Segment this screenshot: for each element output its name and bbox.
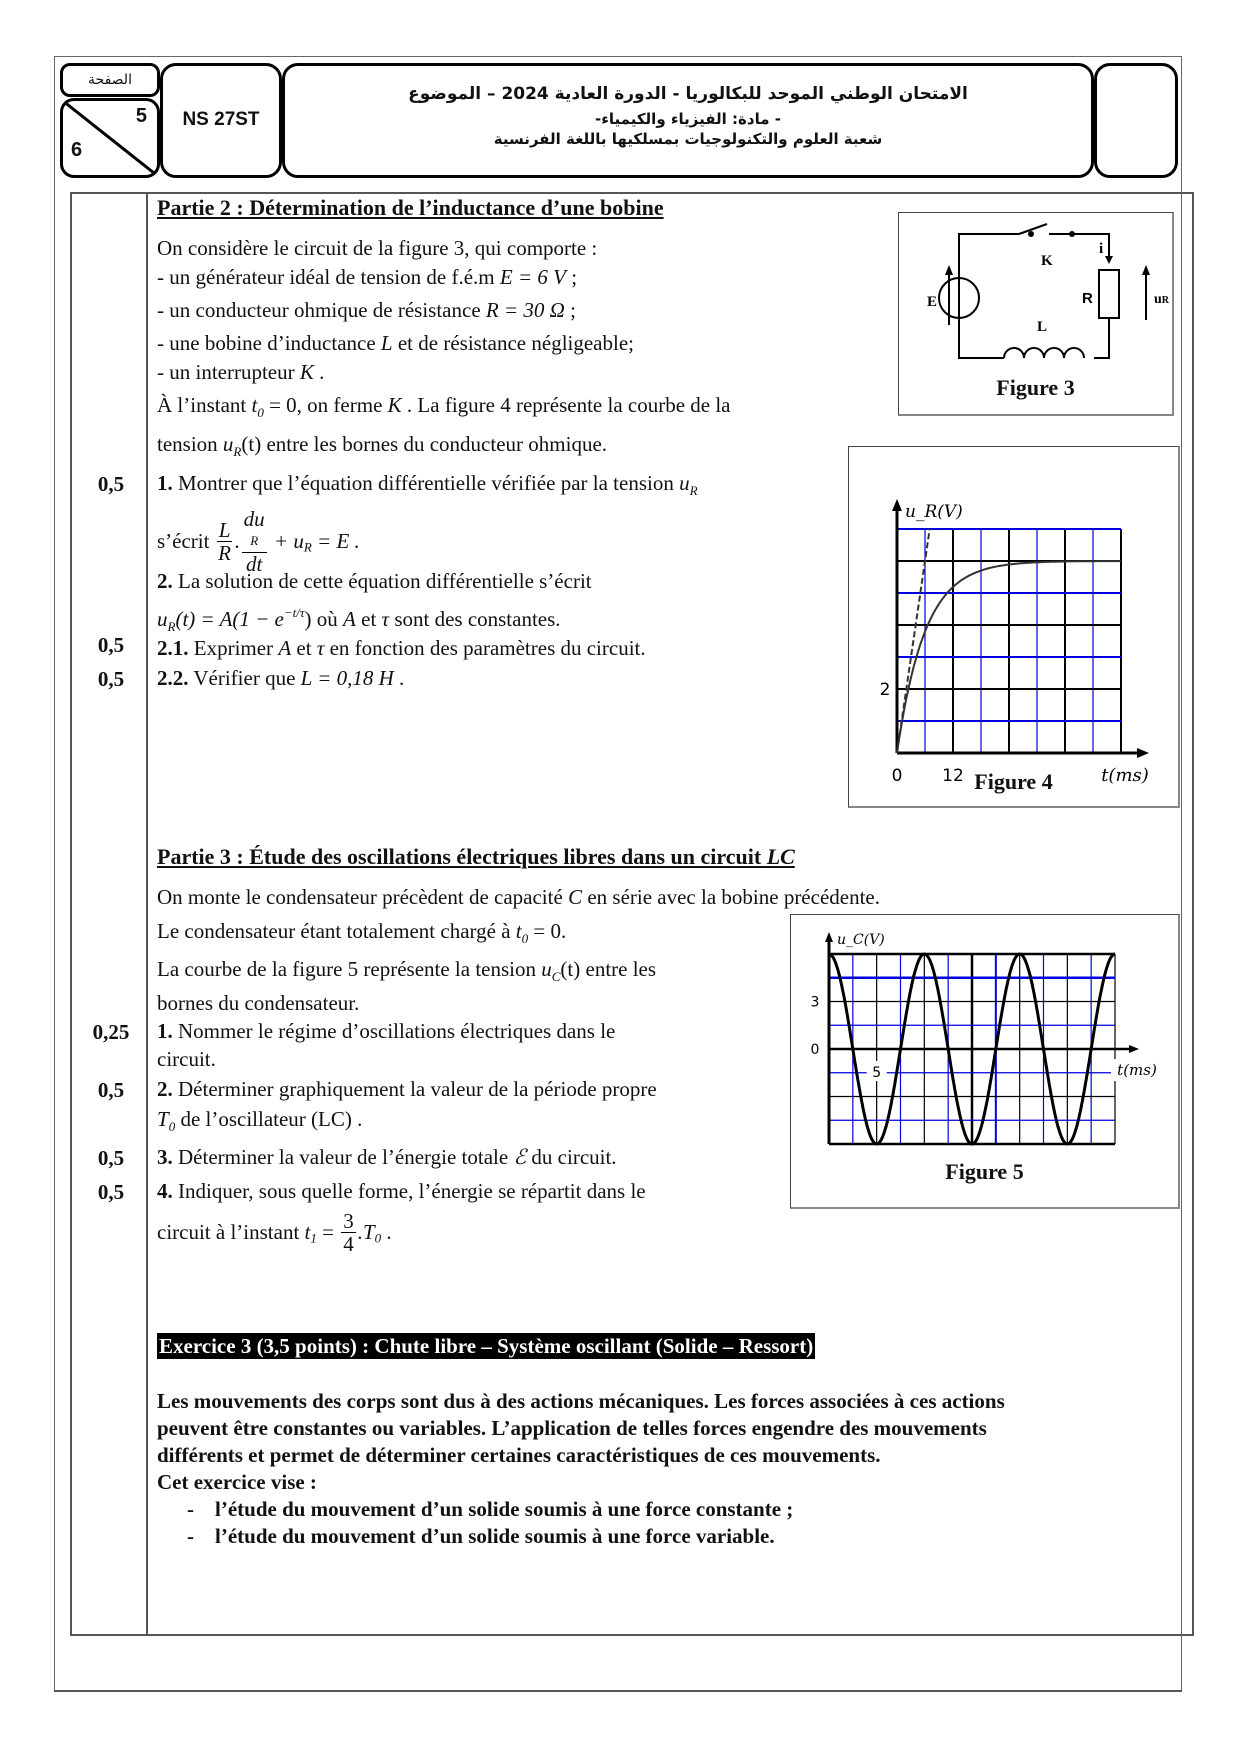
partie2-heading: Partie 2 : Détermination de l’inductance d’une bobine [157, 195, 664, 220]
points-q2-2: 0,5 [97, 667, 125, 691]
exercice3-aim-1: - l’étude du mouvement d’un solide soumis à une force constante ; [187, 1497, 794, 1521]
page-label: الصفحة [88, 72, 132, 88]
figure4-chart [849, 447, 1181, 809]
partie2-question-1: 1. Montrer que l’équation différentielle vérifiée par la tension $u_R$ [157, 471, 698, 498]
page-label-box [60, 63, 160, 97]
wire-bottom-left [959, 315, 1004, 358]
exam-code: NS 27ST [182, 109, 260, 130]
figure3-frame [898, 212, 1174, 416]
label-i: i [1099, 241, 1104, 257]
wire-top-left [959, 234, 1019, 315]
partie3-line3: La courbe de la figure 5 représente la tension $u_C(t)$ entre les [157, 957, 657, 984]
exercice3-heading: Exercice 3 (3,5 points) : Chute libre – Système oscillant (Solide – Ressort) [159, 1334, 814, 1358]
points-p3-q2: 0,5 [97, 1078, 125, 1102]
y-axis-label: u_C(V) [837, 932, 885, 948]
page-total: 6 [71, 139, 83, 161]
x-tick-label-5: 5 [872, 1065, 882, 1081]
partie2-question-2-2: 2.2. Vérifier que L = 0,18 H . [157, 666, 405, 690]
y-tick-label-0: 0 [810, 1042, 820, 1058]
label-E: E [927, 294, 938, 310]
y-tick-label-3: 3 [810, 994, 820, 1011]
points-p3-q3: 0,5 [97, 1146, 125, 1170]
partie3-question-4-cont: circuit à l’instant $t_1$ = $\frac{3}{4}$ $.T_0$ . [157, 1209, 392, 1256]
partie2-item-resistor: - un conducteur ohmique de résistance R = 30 Ω ; [157, 298, 576, 322]
partie3-heading: Partie 3 : Étude des oscillations électriques libres dans un circuit LC [157, 844, 795, 869]
exam-title-line3: شعبة العلوم والتكنولوجيات بمسلكيها باللغة الفرنسية [493, 130, 883, 148]
partie3-question-1-cont: circuit. [157, 1047, 216, 1071]
figure4-frame [848, 446, 1180, 808]
page-current: 5 [135, 105, 147, 127]
partie2-paragraph-line2: tension $u_R(t)$ entre les bornes du conducteur ohmique. [157, 432, 608, 459]
label-R: R [1082, 290, 1093, 307]
partie2-equation: s’écrit $\frac{L}{R}$ . du R dt + $u_R = E$ . [157, 507, 360, 576]
partie3-line4: bornes du condensateur. [157, 991, 360, 1015]
points-p3-q1: 0,25 [92, 1020, 130, 1044]
label-uR: uR [1154, 292, 1170, 307]
page-bottom-line [54, 1690, 1182, 1692]
points-q1: 0,5 [97, 472, 125, 496]
x-axis-label: t(ms) [1101, 765, 1149, 786]
partie3-question-1: 1. Nommer le régime d’oscillations électriques dans le [157, 1019, 616, 1043]
exam-title-box [282, 63, 1094, 178]
partie2-item-generator: - un générateur idéal de tension de f.é.m E = 6 V ; [157, 265, 578, 289]
points-p3-q4: 0,5 [97, 1180, 125, 1204]
partie2-question-2-1: 2.1. Exprimer A et τ en fonction des paramètres du circuit. [157, 636, 646, 660]
partie3-question-2-cont: $T_0$ de l’oscillateur (LC) . [157, 1107, 363, 1134]
exercice3-aim-2: - l’étude du mouvement d’un solide soumis à une force variable. [187, 1524, 775, 1548]
partie3-question-3: 3. Déterminer la valeur de l’énergie totale ℰ du circuit. [157, 1145, 617, 1169]
figure5-caption: Figure 5 [945, 1159, 1024, 1184]
label-L: L [1037, 319, 1048, 335]
x-tick-label-12: 12 [942, 766, 964, 786]
exam-code-box [160, 63, 282, 178]
partie2-item-coil: - une bobine d’inductance L et de résistance négligeable; [157, 331, 634, 355]
exam-title-line1: الامتحان الوطني الموحد للبكالوريا - الدورة العادية 2024 – الموضوع [408, 84, 968, 104]
partie3-question-2: 2. Déterminer graphiquement la valeur de la période propre [157, 1077, 657, 1101]
partie2-question-2: 2. La solution de cette équation différentielle s’écrit [157, 569, 592, 593]
exam-title-line2: - مادة: الفيزياء والكيمياء- [595, 110, 781, 128]
exercice3-intro-line1: Les mouvements des corps sont dus à des actions mécaniques. Les forces associées à ces actions [157, 1389, 1005, 1413]
blank-box [1094, 63, 1178, 178]
figure4-caption: Figure 4 [974, 769, 1053, 794]
resistor-symbol [1099, 270, 1119, 318]
points-q2-1: 0,5 [97, 633, 125, 657]
partie2-item-switch: - un interrupteur K . [157, 360, 325, 384]
y-tick-label-2: 2 [879, 680, 891, 700]
partie2-intro: On considère le circuit de la figure 3, qui comporte : [157, 236, 598, 260]
figure5-frame [790, 914, 1180, 1209]
x-tick-label-0: 0 [891, 766, 903, 786]
points-column-divider [146, 192, 148, 1636]
x-axis-label: t(ms) [1117, 1061, 1157, 1079]
y-axis-arrow-icon [892, 499, 902, 511]
arrow-E-icon [945, 265, 953, 275]
label-K: K [1041, 253, 1053, 269]
page-number-box [60, 98, 160, 178]
wire-right-bottom [1094, 318, 1109, 358]
partie3-line1: On monte le condensateur précèdent de capacité C en série avec la bobine précédente. [157, 885, 880, 909]
arrow-i-icon [1105, 256, 1113, 264]
partie3-line2: Le condensateur étant totalement chargé à $t_0 = 0$. [157, 919, 567, 946]
x-axis-arrow-icon [1137, 748, 1149, 758]
exercice3-intro-line2: peuvent être constantes ou variables. L’application de telles forces engendre des mouvements [157, 1416, 987, 1440]
partie3-question-4: 4. Indiquer, sous quelle forme, l’énergie se répartit dans le [157, 1179, 646, 1203]
x-axis-arrow-icon [1129, 1045, 1139, 1053]
partie2-paragraph-line1: À l’instant $t_0 = 0$, on ferme K . La figure 4 représente la courbe de la [157, 393, 731, 420]
inductor-coil [1004, 348, 1084, 358]
figure3-caption: Figure 3 [996, 375, 1075, 400]
exercice3-intro-line3: différents et permet de déterminer certaines caractéristiques de ces mouvements. [157, 1443, 881, 1467]
arrow-uR-icon [1142, 265, 1150, 275]
y-axis-arrow-icon [825, 932, 833, 942]
y-axis-label: u_R(V) [905, 502, 963, 522]
exercice3-aims-label: Cet exercice vise : [157, 1470, 317, 1494]
partie2-solution: $u_R(t) = A(1 - e^{-t/\tau})$ où A et τ sont des constantes. [157, 605, 561, 634]
